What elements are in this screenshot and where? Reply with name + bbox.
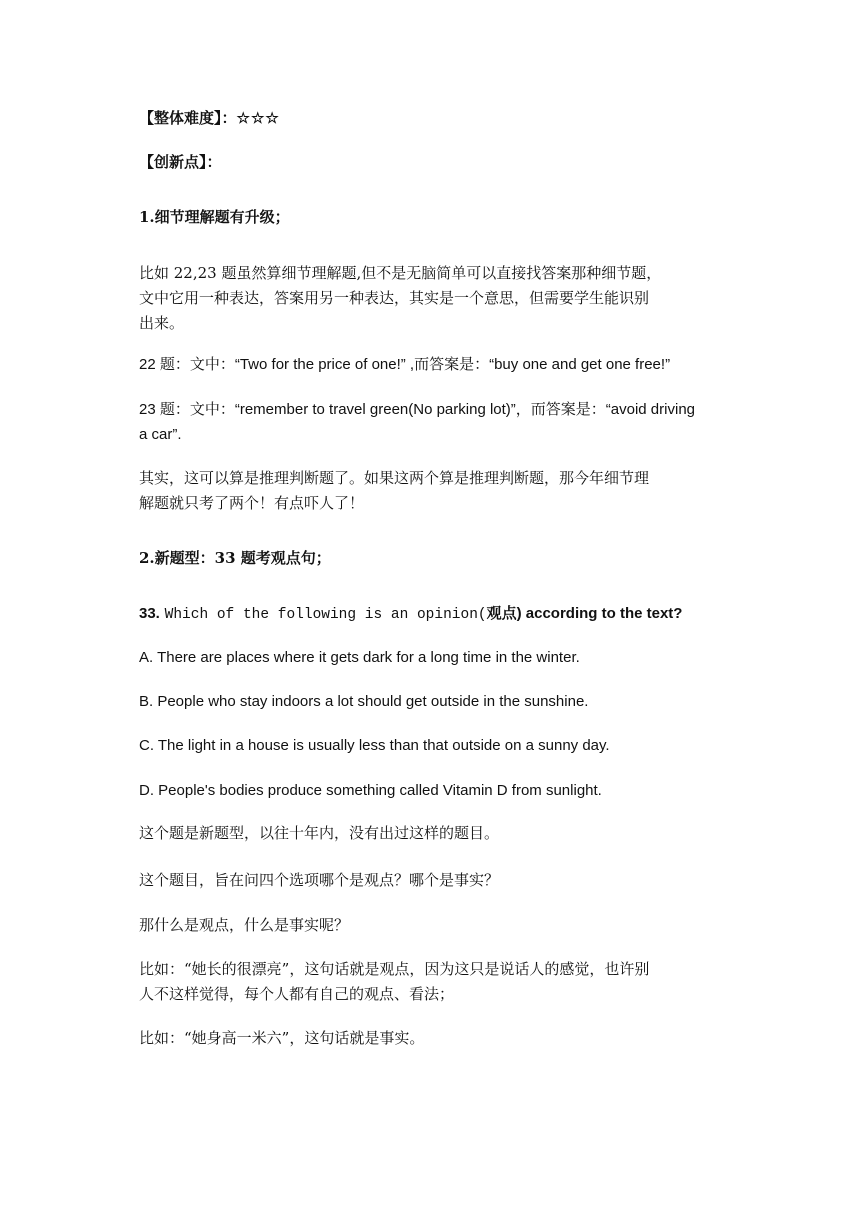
section2-heading: 2.新题型：33 题考观点句； (139, 549, 331, 567)
question22-comparison: 22 题：文中：“Two for the price of one!” ,而答案是：“buy one and get one free!” (139, 356, 671, 373)
section1-paragraph-line: 出来。 (139, 314, 185, 332)
section1-paragraph-line: 比如 22,23 题虽然算细节理解题,但不是无脑简单可以直接找答案那种细节题， (139, 264, 662, 282)
innovation-label: 【创新点】： (139, 153, 222, 171)
question33-cn: 观点 (486, 604, 517, 622)
option-d: D. People's bodies produce something called Vitamin D from sunlight. (139, 782, 602, 799)
question23-comparison: 23 题：文中：“remember to travel green(No parking lot)”，而答案是：“avoid driving (139, 401, 695, 418)
note-line: 这个题是新题型，以往十年内，没有出过这样的题目。 (139, 824, 500, 842)
option-c: C. The light in a house is usually less than that outside on a sunny day. (139, 737, 610, 754)
difficulty-line (139, 107, 280, 129)
section1-paragraph-line: 文中它用一种表达，答案用另一种表达，其实是一个意思，但需要学生能识别 (139, 289, 650, 307)
difficulty-stars: ☆☆☆ (236, 109, 280, 127)
option-a: A. There are places where it gets dark for a long time in the winter. (139, 649, 580, 666)
question33-number: 33. (139, 605, 160, 622)
question33 (139, 602, 682, 626)
section1-conclusion-line: 解题就只考了两个！有点吓人了！ (139, 494, 365, 512)
note-line: 那什么是观点，什么是事实呢？ (139, 916, 350, 934)
difficulty-label: 【整体难度】： (139, 109, 237, 127)
example2-line: 比如：“她身高一米六”，这句话就是事实。 (139, 1029, 425, 1047)
option-b: B. People who stay indoors a lot should get outside in the sunshine. (139, 693, 589, 710)
note-line: 这个题目，旨在问四个选项哪个是观点？哪个是事实？ (139, 871, 500, 889)
question33-text: Which of the following is an opinion( (164, 607, 487, 623)
section1-conclusion-line: 其实，这可以算是推理判断题了。如果这两个算是推理判断题，那今年细节理 (139, 469, 650, 487)
example1-line: 比如：“她长的很漂亮”，这句话就是观点，因为这只是说话人的感觉，也许别 (139, 960, 650, 978)
section1-heading: 1.细节理解题有升级； (139, 208, 290, 226)
question23-comparison-continued: a car”. (139, 426, 182, 443)
example1-line: 人不这样觉得，每个人都有自己的观点、看法； (139, 985, 455, 1003)
question33-tail: ) according to the text? (516, 605, 683, 622)
